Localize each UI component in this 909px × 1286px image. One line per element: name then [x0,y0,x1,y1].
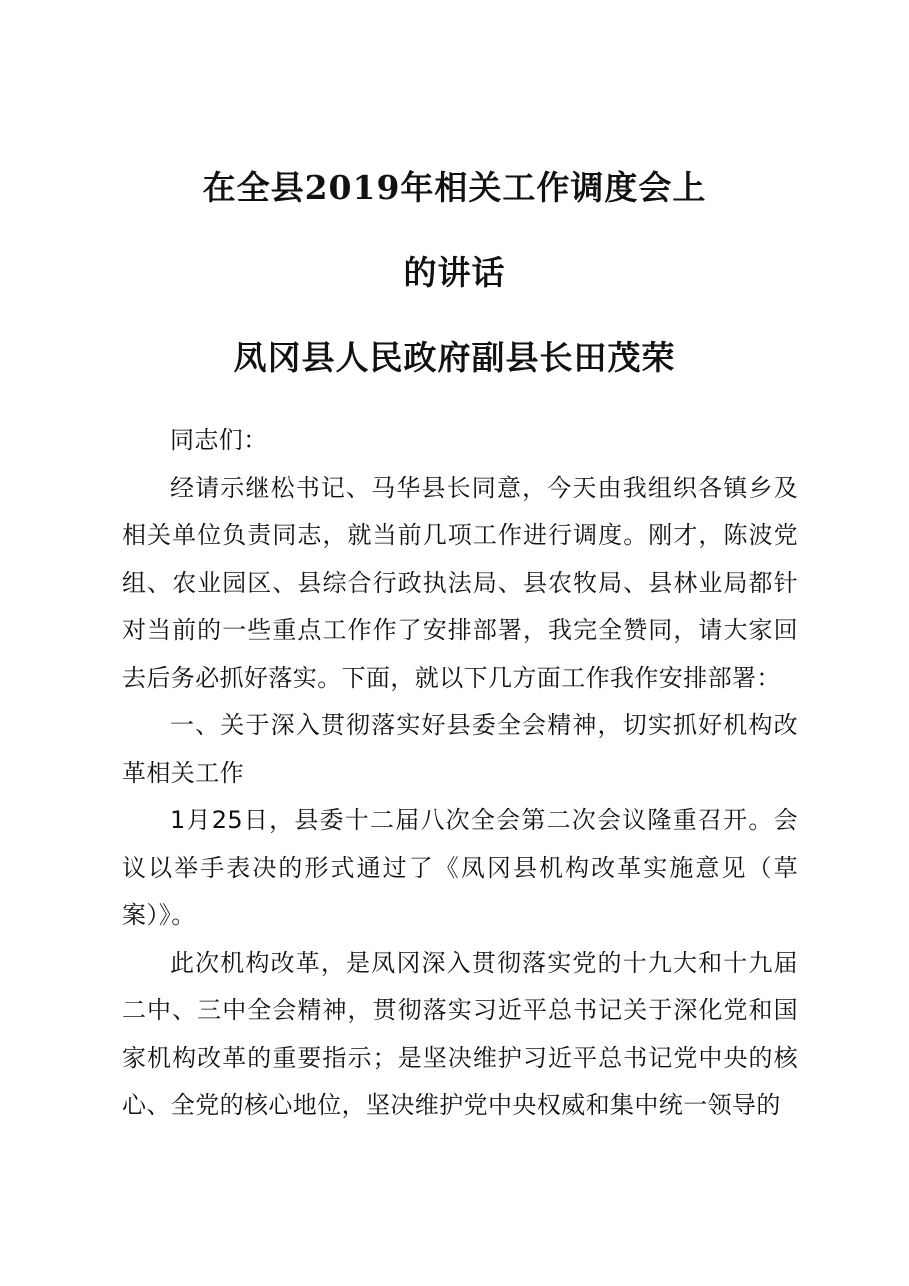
intro-paragraph: 经请示继松书记、马华县长同意，今天由我组织各镇乡及相关单位负责同志，就当前几项工作进行调度。刚才，陈波党组、农业园区、县综合行政执法局、县农牧局、县林业局都针对当前的一些重点工作作了安排部署，我完全赞同，请大家回去后务必抓好落实。下面，就以下几方面工作我作安排部署： [122,473,798,692]
body-paragraph-meeting: 1月25日，县委十二届八次全会第二次会议隆重召开。会议以举手表决的形式通过了《凤冈县机构改革实施意见（草案）》。 [122,806,798,929]
body-paragraph-reform: 此次机构改革，是凤冈深入贯彻落实党的十九大和十九届二中、三中全会精神，贯彻落实习近平总书记关于深化党和国家机构改革的重要指示；是坚决维护习近平总书记党中央的核心、全党的核心地位，坚决维护党中央权威和集中统一领导的 [122,948,798,1119]
document-body [122,417,798,1130]
document-title-line-1: 在全县2019年相关工作调度会上 [202,168,707,207]
speaker-title: 凤冈县人民政府副县长田茂荣 [233,338,676,377]
document-title-line-2: 的讲话 [403,253,506,292]
section-heading-1: 一、关于深入贯彻落实好县委全会精神，切实抓好机构改革相关工作 [122,711,798,787]
greeting-paragraph: 同志们： [170,426,268,454]
